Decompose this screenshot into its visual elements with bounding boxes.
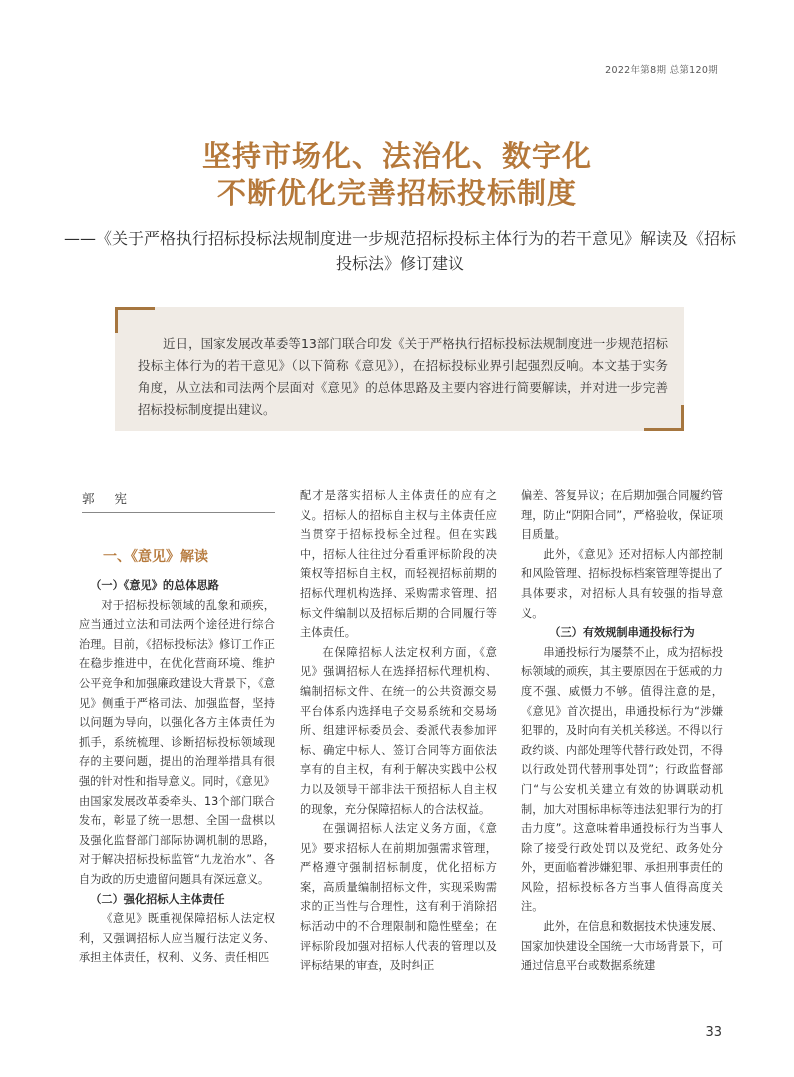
paragraph: 偏差、答复异议；在后期加强合同履约管理，防止“阴阳合同”，严格验收，保证项目质量。 — [521, 489, 723, 542]
paragraph: 在保障招标人法定权利方面，《意见》强调招标人在选择招标代理机构、编制招标文件、在统一的公共资源交易平台体系内选择电子交易系统和交易场所、组建评标委员会、委派代表参加评标、确定中标人、签订合同等方面依法享有的自主权，有利于解决实践中公权力以及领导干部非法干预招标人自主权的现象，充分保障招标人的合法权益。 — [300, 645, 497, 816]
paragraph: 串通投标行为屡禁不止，成为招标投标领域的顽疾，其主要原因在于惩戒的力度不强、威慑力不够。值得注意的是，《意见》首次提出，串通投标行为“涉嫌犯罪的，及时向有关机关移送。不得以行政约谈、内部处理等代替行政处罚，不得以行政处罚代替刑事处罚”；行政监督部门“与公安机关建立有效的协调联动机制，加大对围标串标等违法犯罪行为的打击力度”。这意味着串通投标行为当事人除了接受行政处罚以及党纪、政务处分外，更面临着涉嫌犯罪、承担刑事责任的风险，招标投标各方当事人值得高度关注。 — [521, 645, 723, 914]
subheading: （二）强化招标人主体责任 — [90, 892, 225, 906]
paragraph: 此外，在信息和数据技术快速发展、国家加快建设全国统一大市场背景下，可通过信息平台或数据系统建 — [521, 920, 723, 973]
abstract-corner-top-left — [115, 307, 155, 333]
subheading: （三）有效规制串通投标行为 — [549, 626, 695, 640]
column-1 — [79, 576, 275, 968]
issue-info: 2022年第8期 总第120期 — [605, 65, 718, 76]
paragraph: 《意见》既重视保障招标人法定权利，又强调招标人应当履行法定义务、承担主体责任，权利、义务、责任相匹 — [79, 912, 275, 965]
author: 郭 宪 — [82, 491, 135, 506]
paragraph: 在强调招标人法定义务方面，《意见》要求招标人在前期加强需求管理，严格遵守强制招标制度，优化招标方案，高质量编制招标文件，实现采购需求的正当性与合理性，这有利于消除招标活动中的不合理限制和隐性壁垒；在评标阶段加强对招标人代表的管理以及评标结果的审查，及时纠正 — [300, 822, 497, 973]
paragraph: 配才是落实招标人主体责任的应有之义。招标人的招标自主权与主体责任应当贯穿于招标投标全过程。但在实践中，招标人往往过分看重评标阶段的决策权等招标自主权，而轻视招标前期的招标代理机构选择、采购需求管理、招标文件编制以及招标后期的合同履行等主体责任。 — [300, 489, 497, 640]
author-divider — [82, 512, 275, 513]
subheading: （一）《意见》的总体思路 — [90, 579, 219, 592]
column-2 — [300, 486, 497, 976]
column-3 — [521, 486, 723, 976]
title-line-2: 不断优化完善招标投标制度 — [216, 176, 577, 210]
section-heading: 一、《意见》解读 — [103, 549, 208, 565]
paragraph: 对于招标投标领域的乱象和顽疾，应当通过立法和司法两个途径进行综合治理。目前，《招标投标法》修订工作正在稳步推进中，在优化营商环境、维护公平竞争和加强廉政建设大背景下，《意见》侧重于严格司法、加强监督，坚持以问题为导向，以强化各方主体责任为抓手，系统梳理、诊断招标投标领域现存的主要问题，提出的治理举措具有很强的针对性和指导意义。同时，《意见》由国家发展改革委牵头、13个部门联合发布，彰显了统一思想、全国一盘棋以及强化监督部门部际协调机制的思路，对于解决招标投标监管“九龙治水”、各自为政的历史遗留问题具有深远意义。 — [79, 598, 275, 886]
abstract-text: 近日，国家发展改革委等13部门联合印发《关于严格执行招标投标法规制度进一步规范招标投标主体行为的若干意见》（以下简称《意见》），在招标投标业界引起强烈反响。本文基于实务角度，从立法和司法两个层面对《意见》的总体思路及主要内容进行简要解读，并对进一步完善招标投标制度提出建议。 — [138, 336, 668, 417]
page-number: 33 — [705, 1025, 722, 1040]
paragraph: 此外，《意见》还对招标人内部控制和风险管理、招标投标档案管理等提出了具体要求，对招标人具有较强的指导意义。 — [521, 547, 723, 620]
subtitle: ——《关于严格执行招标投标法规制度进一步规范招标投标主体行为的若干意见》解读及《招标投标法》修订建议 — [63, 229, 736, 273]
title-line-1: 坚持市场化、法治化、数字化 — [201, 139, 592, 173]
